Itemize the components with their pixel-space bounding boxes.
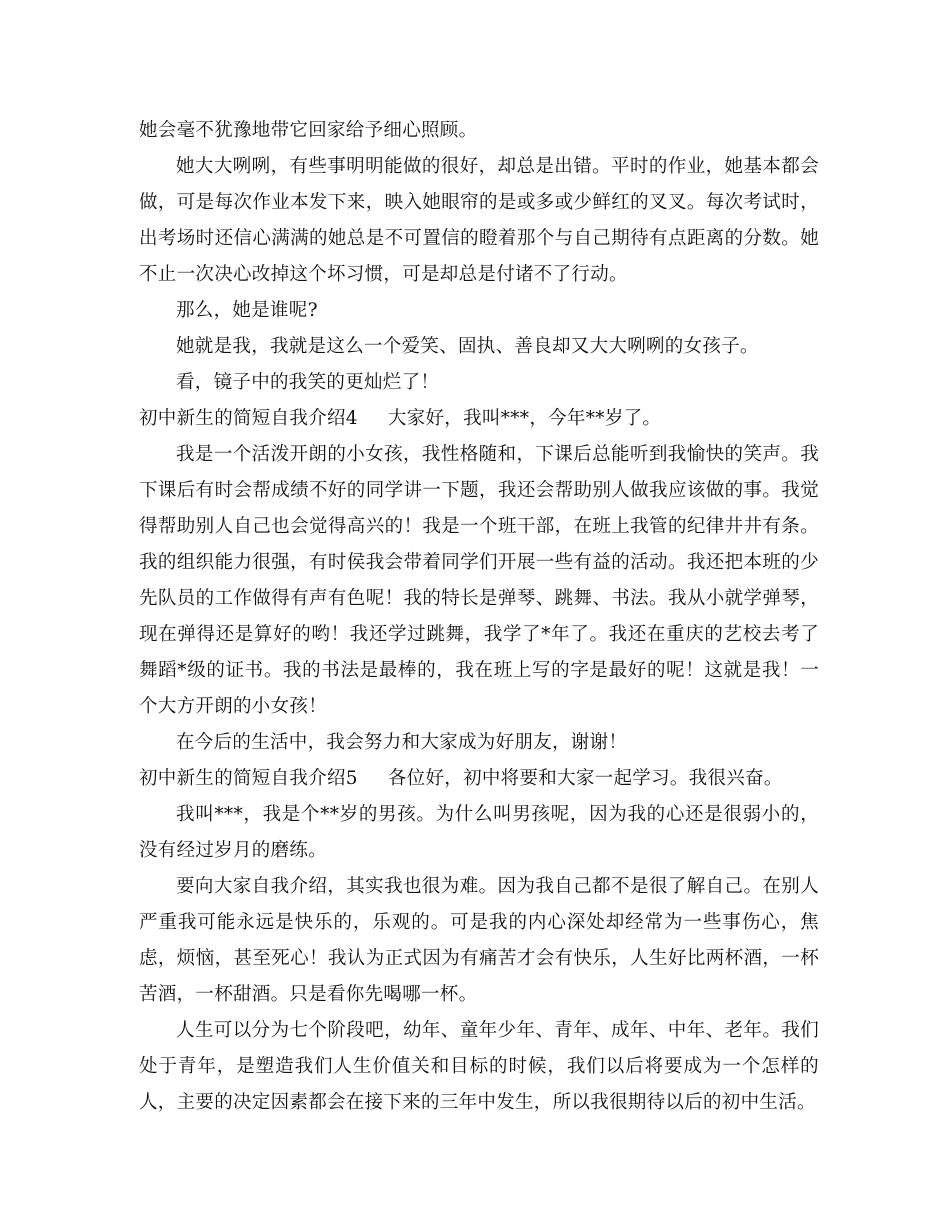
section-title: 初中新生的简短自我介绍4 xyxy=(139,408,358,429)
paragraph: 我叫***，我是个**岁的男孩。为什么叫男孩呢，因为我的心还是很弱小的，没有经过岁月的磨练。 xyxy=(139,804,819,861)
paragraph: 她大大咧咧，有些事明明能做的很好，却总是出错。平时的作业，她基本都会做，可是每次作业本发下来，映入她眼帘的是或多或少鲜红的叉叉。每次考试时，出考场时还信心满满的她总是不可置信的瞪着那个与自己期待有点距离的分数。她不止一次决心改掉这个坏习惯，可是却总是付诸不了行动。 xyxy=(139,156,819,285)
document-body xyxy=(139,113,819,1121)
section-intro-text: 大家好，我叫***，今年**岁了。 xyxy=(387,408,662,429)
section-title: 初中新生的简短自我介绍5 xyxy=(139,768,358,789)
paragraph: 看，镜子中的我笑的更灿烂了！ xyxy=(176,372,440,393)
section-heading-5 xyxy=(139,761,819,797)
section-heading-4 xyxy=(139,401,819,437)
paragraph: 人生可以分为七个阶段吧，幼年、童年少年、青年、成年、中年、老年。我们处于青年，是塑造我们人生价值关和目标的时候，我们以后将要成为一个怎样的人，主要的决定因素都会在接下来的三年中发生，所以我很期待以后的初中生活。 xyxy=(139,1020,819,1113)
section-intro-text: 各位好，初中将要和大家一起学习。我很兴奋。 xyxy=(387,768,783,789)
paragraph: 在今后的生活中，我会努力和大家成为好朋友，谢谢！ xyxy=(176,732,628,753)
paragraph-continuation: 她会毫不犹豫地带它回家给予细心照顾。 xyxy=(139,120,478,141)
paragraph: 那么，她是谁呢? xyxy=(176,300,318,321)
paragraph: 要向大家自我介绍，其实我也很为难。因为我自己都不是很了解自己。在别人严重我可能永远是快乐的，乐观的。可是我的内心深处却经常为一些事伤心，焦虑，烦恼，甚至死心！我认为正式因为有痛苦才会有快乐，人生好比两杯酒，一杯苦酒，一杯甜酒。只是看你先喝哪一杯。 xyxy=(139,876,819,1005)
paragraph: 她就是我，我就是这么一个爱笑、固执、善良却又大大咧咧的女孩子。 xyxy=(176,336,759,357)
paragraph: 我是一个活泼开朗的小女孩，我性格随和，下课后总能听到我愉快的笑声。我下课后有时会帮成绩不好的同学讲一下题，我还会帮助别人做我应该做的事。我觉得帮助别人自己也会觉得高兴的！我是一个班干部，在班上我管的纪律井井有条。我的组织能力很强，有时侯我会带着同学们开展一些有益的活动。我还把本班的少先队员的工作做得有声有色呢！我的特长是弹琴、跳舞、书法。我从小就学弹琴，现在弹得还是算好的哟！我还学过跳舞，我学了*年了。我还在重庆的艺校去考了舞蹈*级的证书。我的书法是最棒的，我在班上写的字是最好的呢！这就是我！一个大方开朗的小女孩！ xyxy=(139,444,819,717)
